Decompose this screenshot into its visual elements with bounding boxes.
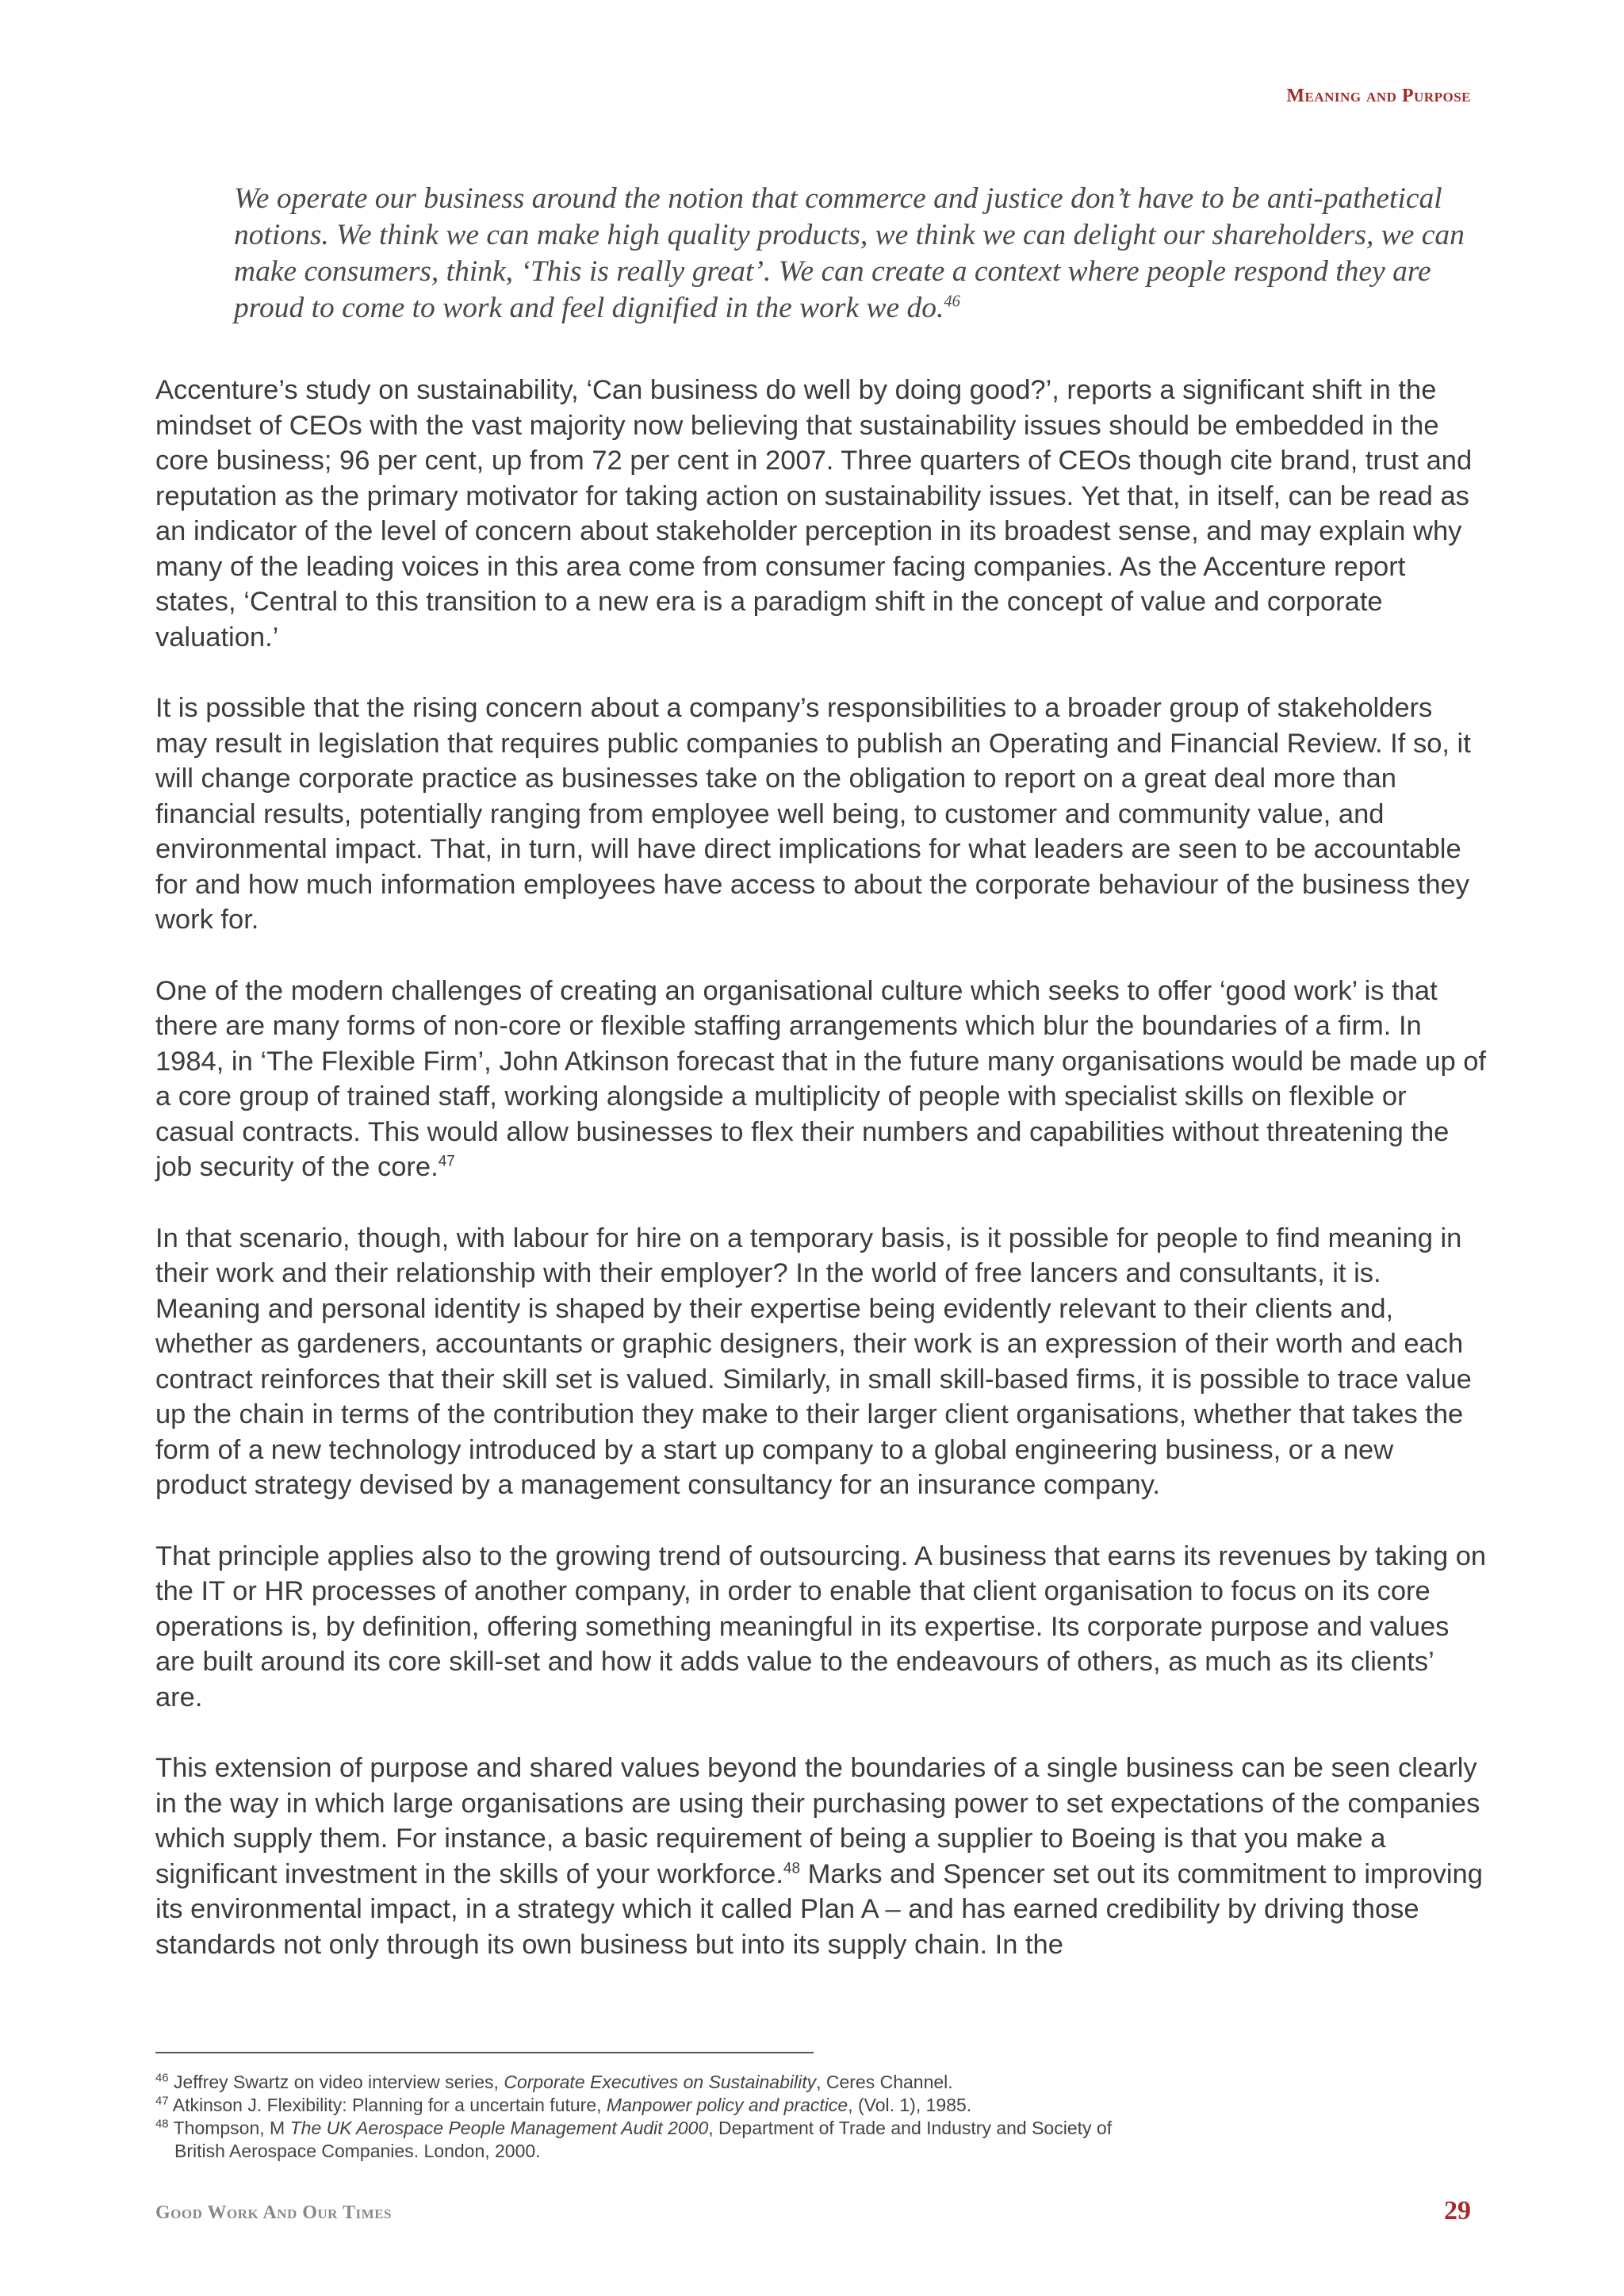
paragraph-6 xyxy=(155,1751,1488,1962)
footnotes xyxy=(155,2071,1345,2163)
quote-text: We operate our business around the notion that commerce and justice don’t have to be anti-pathetical notions. We think we can make high quality products, we think we can delight our shareholders, we can make consumers, think, ‘This is really great’. We can create a context where people respond they are proud to come to work and feel dignified in the work we do. xyxy=(234,182,1465,324)
footnote-text: , (Vol. 1), 1985. xyxy=(848,2095,972,2115)
footnote-number: 48 xyxy=(155,2117,169,2131)
footnote-ref-48[interactable]: 48 xyxy=(783,1860,801,1877)
footnote-title: Corporate Executives on Sustainability xyxy=(504,2072,817,2092)
paragraph-3-text: One of the modern challenges of creating an organisational culture which seeks to offer ‘good work’ is that there are many forms of non-core or flexible staffing arrangements which blur the boundaries of a firm. In 1984, in ‘The Flexible Firm’, John Atkinson forecast that in the future many organisations would be made up of a core group of trained staff, working alongside a multiplicity of people with specialist skills on flexible or casual contracts. This would allow businesses to flex their numbers and capabilities without threatening the job security of the core. xyxy=(155,975,1487,1182)
paragraph-6-text-a: This extension of purpose and shared values beyond the boundaries of a single business can be seen clearly in the way in which large organisations are using their purchasing power to set expectations of the companies which supply them. For instance, a basic requirement of being a supplier to Boeing is that you make a significant investment in the skills of your workforce. xyxy=(155,1753,1480,1889)
footnote-number: 47 xyxy=(155,2094,169,2108)
footnote-text: Thompson, M xyxy=(168,2118,290,2138)
page-number: 29 xyxy=(1444,2196,1471,2225)
footnote-text: , Ceres Channel. xyxy=(816,2072,953,2092)
footnote-ref-47[interactable]: 47 xyxy=(438,1153,455,1170)
footnote-48-continuation: British Aerospace Companies. London, 2000. xyxy=(174,2141,541,2161)
footnote-ref-46[interactable]: 46 xyxy=(944,293,960,311)
paragraph-1: Accenture’s study on sustainability, ‘Can business do well by doing good?’, reports a significant shift in the mindset of CEOs with the vast majority now believing that sustainability issues should be embedded in the core business; 96 per cent, up from 72 per cent in 2007. Three quarters of CEOs though cite brand, trust and reputation as the primary motivator for taking action on sustainability issues. Yet that, in itself, can be read as an indicator of the level of concern about stakeholder perception in its broadest sense, and may explain why many of the leading voices in this area come from consumer facing companies. As the Accenture report states, ‘Central to this transition to a new era is a paradigm shift in the concept of value and corporate valuation.’ xyxy=(155,375,1473,652)
footnote-46 xyxy=(155,2071,1345,2094)
footnote-text: Jeffrey Swartz on video interview series, xyxy=(168,2072,504,2092)
body-text xyxy=(155,373,1488,1998)
paragraph-4: In that scenario, though, with labour for hire on a temporary basis, is it possible for people to find meaning in their work and their relationship with their employer? In the world of free lancers and consultants, it is. Meaning and personal identity is shaped by their expertise being evidently relevant to their clients and, whether as gardeners, accountants or graphic designers, their work is an expression of their worth and each contract reinforces that their skill set is valued. Similarly, in small skill-based firms, it is possible to trace value up the chain in terms of the contribution they make to their larger client organisations, whether that takes the form of a new technology introduced by a start up company to a global engineering business, or a new product strategy devised by a management consultancy for an insurance company. xyxy=(155,1223,1472,1500)
footer-book-title: Good Work And Our Times xyxy=(155,2202,392,2223)
paragraph-3 xyxy=(155,974,1488,1185)
footnote-title: The UK Aerospace People Management Audit 2000 xyxy=(289,2118,709,2138)
running-header: Meaning and Purpose xyxy=(1286,86,1471,106)
footnote-divider xyxy=(155,2052,814,2053)
paragraph-5: That principle applies also to the growing trend of outsourcing. A business that earns its revenues by taking on the IT or HR processes of another company, in order to enable that client organisation to focus on its core operations is, by definition, offering something meaningful in its expertise. Its corporate purpose and values are built around its core skill-set and how it adds value to the endeavours of others, as much as its clients’ are. xyxy=(155,1540,1487,1712)
footnote-47 xyxy=(155,2094,1345,2117)
footnote-text: Atkinson J. Flexibility: Planning for a uncertain future, xyxy=(168,2095,607,2115)
paragraph-6-text-b: Marks and Spencer set out its commitment to improving its environmental impact, in a strategy which it called Plan A – and has earned credibility by driving those standards not only through its own business but into its supply chain. In the xyxy=(155,1858,1483,1960)
footnote-title: Manpower policy and practice xyxy=(606,2095,848,2115)
footnote-48 xyxy=(155,2117,1345,2140)
footnote-text: , Department of Trade and Industry and Society of xyxy=(708,2118,1113,2138)
pull-quote xyxy=(234,181,1471,327)
paragraph-2: It is possible that the rising concern about a company’s responsibilities to a broader group of stakeholders may result in legislation that requires public companies to publish an Operating and Financial Review. If so, it will change corporate practice as businesses take on the obligation to report on a great deal more than financial results, potentially ranging from employee well being, to customer and community value, and environmental impact. That, in turn, will have direct implications for what leaders are seen to be accountable for and how much information employees have access to about the corporate behaviour of the business they work for. xyxy=(155,693,1471,935)
footnote-number: 46 xyxy=(155,2071,169,2085)
